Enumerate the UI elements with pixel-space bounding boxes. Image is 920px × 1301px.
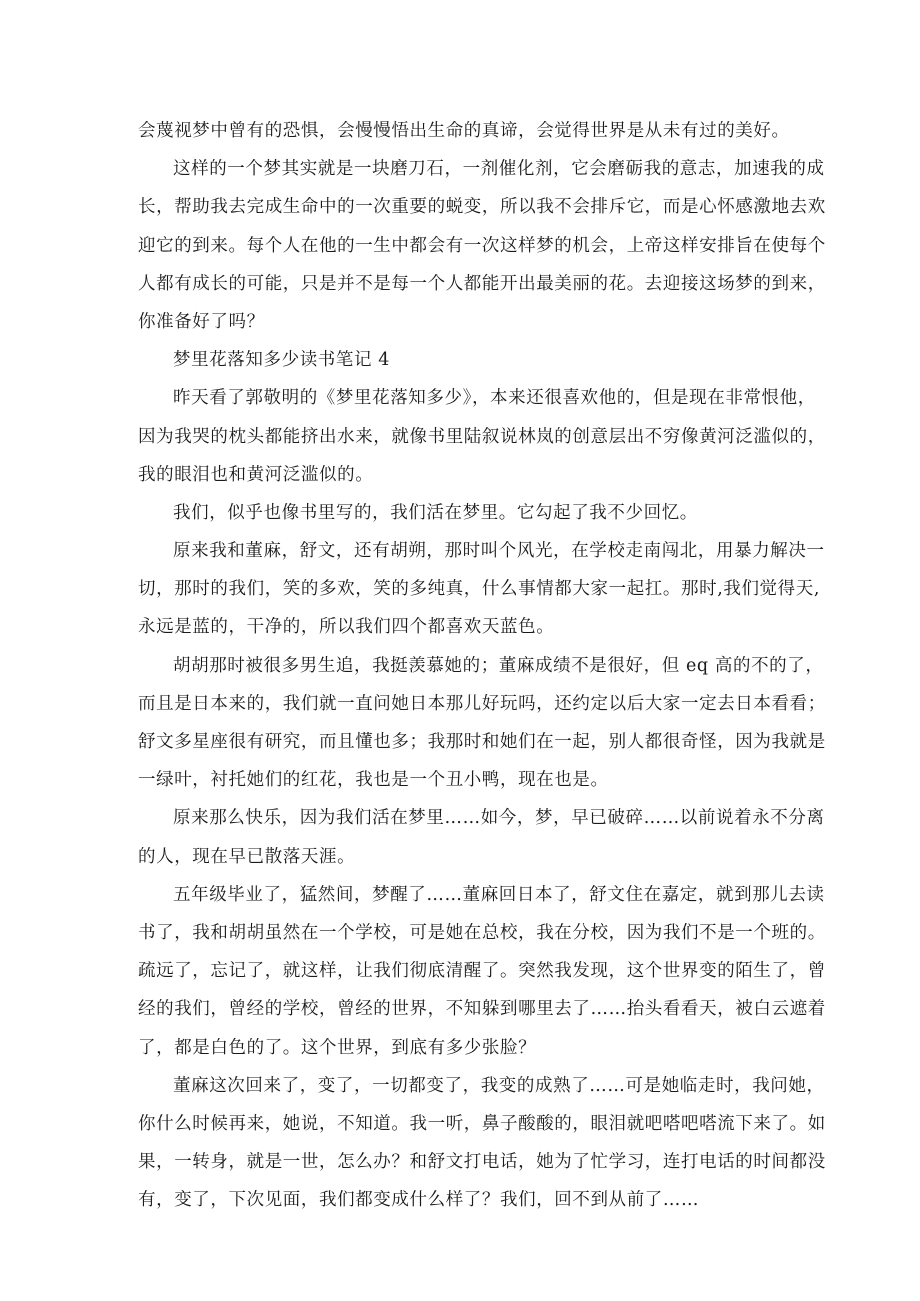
- text-line: 一绿叶，衬托她们的红花，我也是一个丑小鸭，现在也是。: [138, 770, 609, 791]
- text-line: 而且是日本来的，我们就一直问她日本那儿好玩吗，还约定以后大家一定去日本看看；: [138, 693, 826, 714]
- paragraph-first-line: 原来我和董麻，舒文，还有胡朔，那时叫个风光，在学校走南闯北，用暴力解决一: [173, 541, 825, 562]
- text-line: 你什么时候再来，她说，不知道。我一听，鼻子酸酸的，眼泪就吧嗒吧嗒流下来了。如: [138, 1113, 826, 1134]
- document-body: [138, 112, 826, 1219]
- text-line: 有，变了，下次见面，我们都变成什么样了？我们，回不到从前了……: [138, 1190, 700, 1211]
- text-line: 了，都是白色的了。这个世界，到底有多少张脸？: [138, 1037, 537, 1058]
- text-line: 因为我哭的枕头都能挤出水来，就像书里陆叙说林岚的创意层出不穷像黄河泛滥似的，: [138, 426, 826, 447]
- text-line: 会蔑视梦中曾有的恐惧，会慢慢悟出生命的真谛，会觉得世界是从未有过的美好。: [138, 121, 790, 141]
- text-line: 永远是蓝的，干净的，所以我们四个都喜欢天蓝色。: [138, 617, 555, 638]
- paragraph-first-line: 这样的一个梦其实就是一块磨刀石，一剂催化剂，它会磨砺我的意志，加速我的成: [173, 159, 825, 180]
- text-line: 你准备好了吗？: [138, 311, 265, 332]
- text-line: 经的我们，曾经的学校，曾经的世界，不知躲到哪里去了……抬头看看天，被白云遮着: [138, 999, 826, 1020]
- text-line: 切，那时的我们，笑的多欢，笑的多纯真，什么事情都大家一起扛。那时,我们觉得天,: [138, 579, 821, 600]
- paragraph-first-line: 我们，似乎也像书里写的，我们活在梦里。它勾起了我不少回忆。: [173, 502, 698, 523]
- text-line: 书了，我和胡胡虽然在一个学校，可是她在总校，我在分校，因为我们不是一个班的。: [138, 922, 826, 943]
- text-line: 的人，现在早已散落天涯。: [138, 846, 356, 867]
- paragraph-first-line: 五年级毕业了，猛然间，梦醒了……董麻回日本了，舒文住在嘉定，就到那儿去读: [173, 884, 825, 905]
- text-line: 疏远了，忘记了，就这样，让我们彻底清醒了。突然我发现，这个世界变的陌生了，曾: [138, 961, 826, 982]
- text-line: 舒文多星座很有研究，而且懂也多；我那时和她们在一起，别人都很奇怪，因为我就是: [138, 732, 826, 752]
- paragraph-first-line: 原来那么快乐，因为我们活在梦里……如今，梦，早已破碎……以前说着永不分离: [173, 808, 825, 829]
- paragraph-first-line: 胡胡那时被很多男生追，我挺羡慕她的；董麻成绩不是很好，但 eq 高的不的了，: [173, 655, 824, 676]
- paragraph-first-line: 董麻这次回来了，变了，一切都变了，我变的成熟了……可是她临走时，我问她，: [173, 1075, 825, 1096]
- text-line: 人都有成长的可能，只是并不是每一个人都能开出最美丽的花。去迎接这场梦的到来，: [138, 273, 826, 294]
- text-line: 我的眼泪也和黄河泛滥似的。: [138, 464, 374, 485]
- text-line: 果，一转身，就是一世，怎么办？和舒文打电话，她为了忙学习，连打电话的时间都没: [138, 1152, 826, 1173]
- text-line: 长，帮助我去完成生命中的一次重要的蜕变，所以我不会排斥它，而是心怀感激地去欢: [138, 197, 826, 218]
- text-line: 迎它的到来。每个人在他的一生中都会有一次这样梦的机会，上帝这样安排旨在使每个: [138, 235, 826, 256]
- section-heading: 梦里花落知多少读书笔记 4: [173, 350, 390, 371]
- paragraph-first-line: 昨天看了郭敬明的《梦里花落知多少》，本来还很喜欢他的，但是现在非常恨他，: [173, 388, 816, 409]
